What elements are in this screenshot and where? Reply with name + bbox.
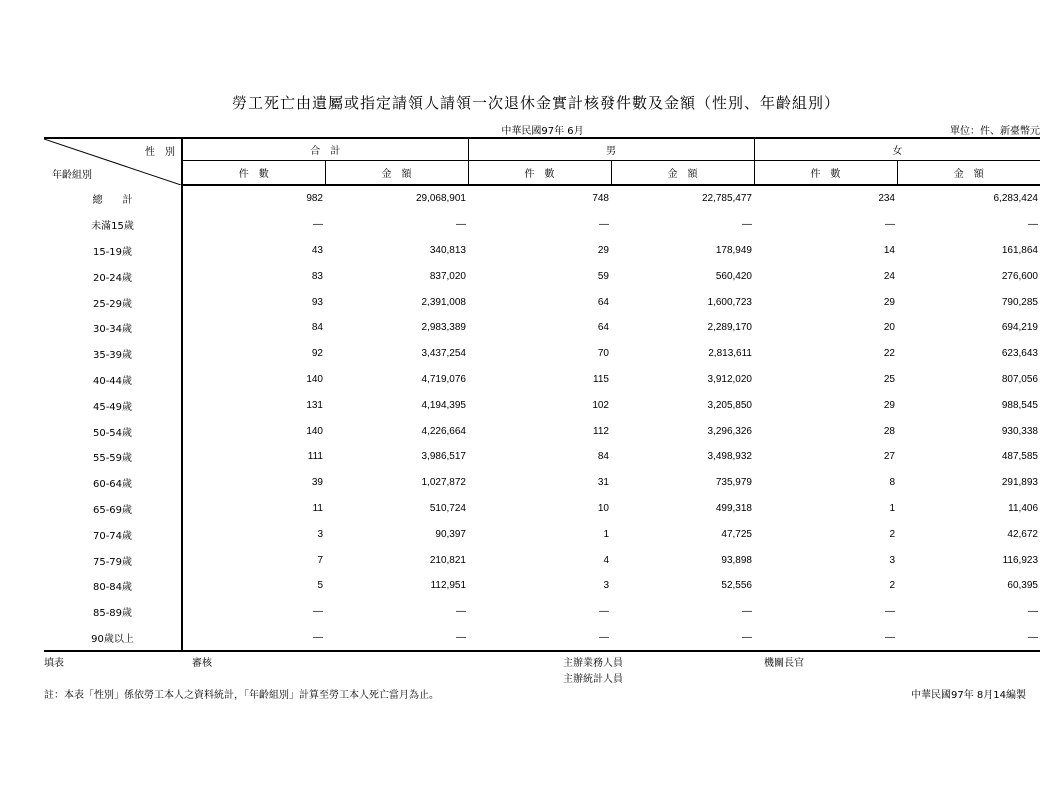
count-cell: — (313, 219, 323, 231)
table-row (44, 547, 1040, 573)
count-cell: 982 (306, 193, 323, 205)
count-cell: 43 (311, 244, 323, 256)
amount-cell: 930,338 (1001, 425, 1038, 437)
age-group-cell: 65-69歲 (44, 496, 182, 522)
count-cell: 748 (592, 193, 609, 205)
count-cell: 27 (883, 451, 895, 463)
reviewer-label: 審核 (192, 658, 212, 669)
amount-cell: 22,785,477 (701, 193, 752, 205)
amount-cell: — (325, 625, 468, 652)
amount-cell: 60,395 (1007, 580, 1038, 592)
amount-cell: 560,420 (715, 270, 752, 282)
age-group-cell: 70-74歲 (44, 521, 182, 547)
amount-header: 金 額 (611, 161, 754, 186)
count-cell: 39 (311, 477, 323, 489)
age-group-cell: 90歲以上 (44, 625, 182, 652)
compiled-date: 中華民國97年 8月14編製 (911, 690, 1026, 701)
unit-label: 單位：件、新臺幣元 (950, 126, 1040, 137)
filler-label: 填表 (44, 658, 64, 669)
count-cell: 29 (883, 296, 895, 308)
header-corner (44, 138, 182, 185)
count-cell: — (182, 625, 325, 652)
amount-cell: 837,020 (429, 270, 466, 282)
age-group-cell: 20-24歲 (44, 263, 182, 289)
table-row (44, 185, 1040, 212)
stats-officer-label: 主辦統計人員 (563, 674, 623, 685)
count-cell: 8 (889, 477, 895, 489)
count-cell: 84 (597, 451, 609, 463)
age-group-cell: 50-54歲 (44, 418, 182, 444)
amount-cell: 47,725 (721, 528, 752, 540)
table-row (44, 521, 1040, 547)
amount-cell: 3,437,254 (421, 348, 466, 360)
count-cell: 28 (883, 425, 895, 437)
count-cell: 7 (317, 554, 323, 566)
business-officer-label: 主辦業務人員 (563, 658, 623, 669)
count-cell: 3 (889, 554, 895, 566)
age-group-cell: 85-89歲 (44, 599, 182, 625)
age-group-cell: 80-84歲 (44, 573, 182, 599)
count-cell: 29 (597, 244, 609, 256)
amount-cell: 3,498,932 (707, 451, 752, 463)
count-cell: — (754, 625, 897, 652)
count-cell: 234 (878, 193, 895, 205)
amount-cell: 4,719,076 (421, 373, 466, 385)
count-cell: 22 (883, 348, 895, 360)
count-cell: 24 (883, 270, 895, 282)
report-date: 中華民國97年 6月 (501, 126, 584, 137)
count-cell: 20 (883, 322, 895, 334)
count-cell: 70 (597, 348, 609, 360)
amount-cell: 3,986,517 (421, 451, 466, 463)
count-cell: 4 (603, 554, 609, 566)
age-group-cell: 75-79歲 (44, 547, 182, 573)
amount-cell: 116,923 (1002, 554, 1038, 566)
amount-cell: 178,949 (715, 244, 752, 256)
amount-cell: 487,585 (1001, 451, 1038, 463)
table-title: 勞工死亡由遺屬或指定請領人請領一次退休金實計核發件數及金額（性別、年齡組別） (231, 94, 840, 112)
amount-cell: 4,226,664 (421, 425, 466, 437)
count-cell: — (468, 625, 611, 652)
amount-cell: — (742, 219, 752, 231)
table-row (44, 341, 1040, 367)
amount-header: 金 額 (897, 161, 1040, 186)
table-row (44, 289, 1040, 315)
count-cell: 1 (889, 502, 895, 514)
amount-cell: 2,289,170 (707, 322, 752, 334)
table-row (44, 238, 1040, 264)
table-row (44, 444, 1040, 470)
count-cell: — (885, 606, 895, 618)
statistics-table (44, 137, 1040, 652)
count-cell: 84 (311, 322, 323, 334)
age-group-cell: 15-19歲 (44, 238, 182, 264)
count-cell: 14 (883, 244, 895, 256)
table-row (44, 573, 1040, 599)
amount-cell: 510,724 (429, 502, 466, 514)
amount-cell: 3,205,850 (707, 399, 752, 411)
amount-cell: 340,813 (429, 244, 466, 256)
amount-cell: 210,821 (429, 554, 466, 566)
amount-cell: 988,545 (1001, 399, 1038, 411)
age-group-cell: 45-49歲 (44, 392, 182, 418)
amount-cell: — (1028, 606, 1038, 618)
amount-cell: 112,951 (430, 580, 466, 592)
amount-cell: 694,219 (1001, 322, 1038, 334)
count-cell: — (313, 606, 323, 618)
count-cell: — (885, 219, 895, 231)
group-female-header: 女 (754, 138, 1040, 161)
count-cell: 83 (311, 270, 323, 282)
age-group-cell: 40-44歲 (44, 367, 182, 393)
amount-cell: 6,283,424 (993, 193, 1038, 205)
amount-cell: 2,983,389 (421, 322, 466, 334)
count-cell: 11 (312, 502, 323, 514)
group-male-header: 男 (468, 138, 754, 161)
count-cell: 115 (593, 373, 609, 385)
amount-cell: 90,397 (435, 528, 466, 540)
count-cell: 140 (306, 373, 323, 385)
amount-cell: 2,813,611 (708, 348, 752, 360)
count-cell: — (599, 606, 609, 618)
amount-cell: 93,898 (721, 554, 752, 566)
amount-cell: 3,296,326 (707, 425, 752, 437)
amount-cell: — (897, 625, 1040, 652)
age-group-cell: 未滿15歲 (44, 212, 182, 238)
count-cell: 25 (883, 373, 895, 385)
age-group-cell: 60-64歲 (44, 470, 182, 496)
age-group-header: 年齡組別 (52, 170, 92, 181)
count-cell: 102 (592, 399, 609, 411)
age-group-cell: 25-29歲 (44, 289, 182, 315)
gender-header: 性 別 (145, 147, 175, 158)
age-group-cell: 30-34歲 (44, 315, 182, 341)
table-row (44, 496, 1040, 522)
amount-cell: 11,406 (1008, 502, 1038, 514)
group-total-header: 合 計 (182, 138, 468, 161)
table-row (44, 599, 1040, 625)
amount-cell: 1,027,872 (421, 477, 466, 489)
amount-cell: 29,068,901 (415, 193, 466, 205)
age-group-cell: 總 計 (44, 185, 182, 212)
head-label: 機關長官 (764, 658, 804, 669)
table-row (44, 315, 1040, 341)
amount-cell: 499,318 (715, 502, 752, 514)
count-cell: — (599, 219, 609, 231)
count-cell: 140 (306, 425, 323, 437)
amount-cell: 276,600 (1001, 270, 1038, 282)
count-cell: 29 (883, 399, 895, 411)
count-cell: 1 (603, 528, 609, 540)
amount-cell: 1,600,723 (707, 296, 752, 308)
count-cell: 64 (597, 296, 609, 308)
count-cell: 31 (597, 477, 609, 489)
table-row (44, 470, 1040, 496)
count-cell: 5 (317, 580, 323, 592)
table-row (44, 263, 1040, 289)
count-header: 件 數 (754, 161, 897, 186)
count-cell: 2 (889, 528, 895, 540)
count-cell: 3 (317, 528, 323, 540)
count-cell: 59 (597, 270, 609, 282)
count-header: 件 數 (182, 161, 325, 186)
footnote: 註：本表「性別」係依勞工本人之資料統計，「年齡組別」計算至勞工本人死亡當月為止。 (44, 690, 439, 701)
count-cell: 93 (311, 296, 323, 308)
count-cell: 112 (593, 425, 609, 437)
amount-cell: 2,391,008 (421, 296, 466, 308)
amount-cell: 291,893 (1001, 477, 1038, 489)
table-row (44, 367, 1040, 393)
count-cell: 3 (603, 580, 609, 592)
amount-cell: 807,056 (1001, 373, 1038, 385)
amount-cell: 4,194,395 (421, 399, 466, 411)
count-cell: 2 (889, 580, 895, 592)
amount-cell: 42,672 (1007, 528, 1038, 540)
amount-cell: — (456, 606, 466, 618)
amount-cell: 735,979 (715, 477, 752, 489)
count-cell: 64 (597, 322, 609, 334)
amount-cell: — (456, 219, 466, 231)
table-row (44, 625, 1040, 652)
amount-cell: 161,864 (1001, 244, 1038, 256)
amount-cell: — (742, 606, 752, 618)
amount-cell: 52,556 (721, 580, 752, 592)
age-group-cell: 35-39歲 (44, 341, 182, 367)
table-row (44, 212, 1040, 238)
count-cell: 10 (597, 502, 609, 514)
table-row (44, 418, 1040, 444)
table-row (44, 392, 1040, 418)
count-cell: 111 (307, 451, 323, 463)
count-header: 件 數 (468, 161, 611, 186)
count-cell: 131 (306, 399, 323, 411)
age-group-cell: 55-59歲 (44, 444, 182, 470)
amount-cell: 790,285 (1001, 296, 1038, 308)
amount-cell: — (611, 625, 754, 652)
amount-header: 金 額 (325, 161, 468, 186)
count-cell: 92 (311, 348, 323, 360)
amount-cell: 623,643 (1001, 348, 1038, 360)
amount-cell: 3,912,020 (707, 373, 752, 385)
amount-cell: — (1028, 219, 1038, 231)
